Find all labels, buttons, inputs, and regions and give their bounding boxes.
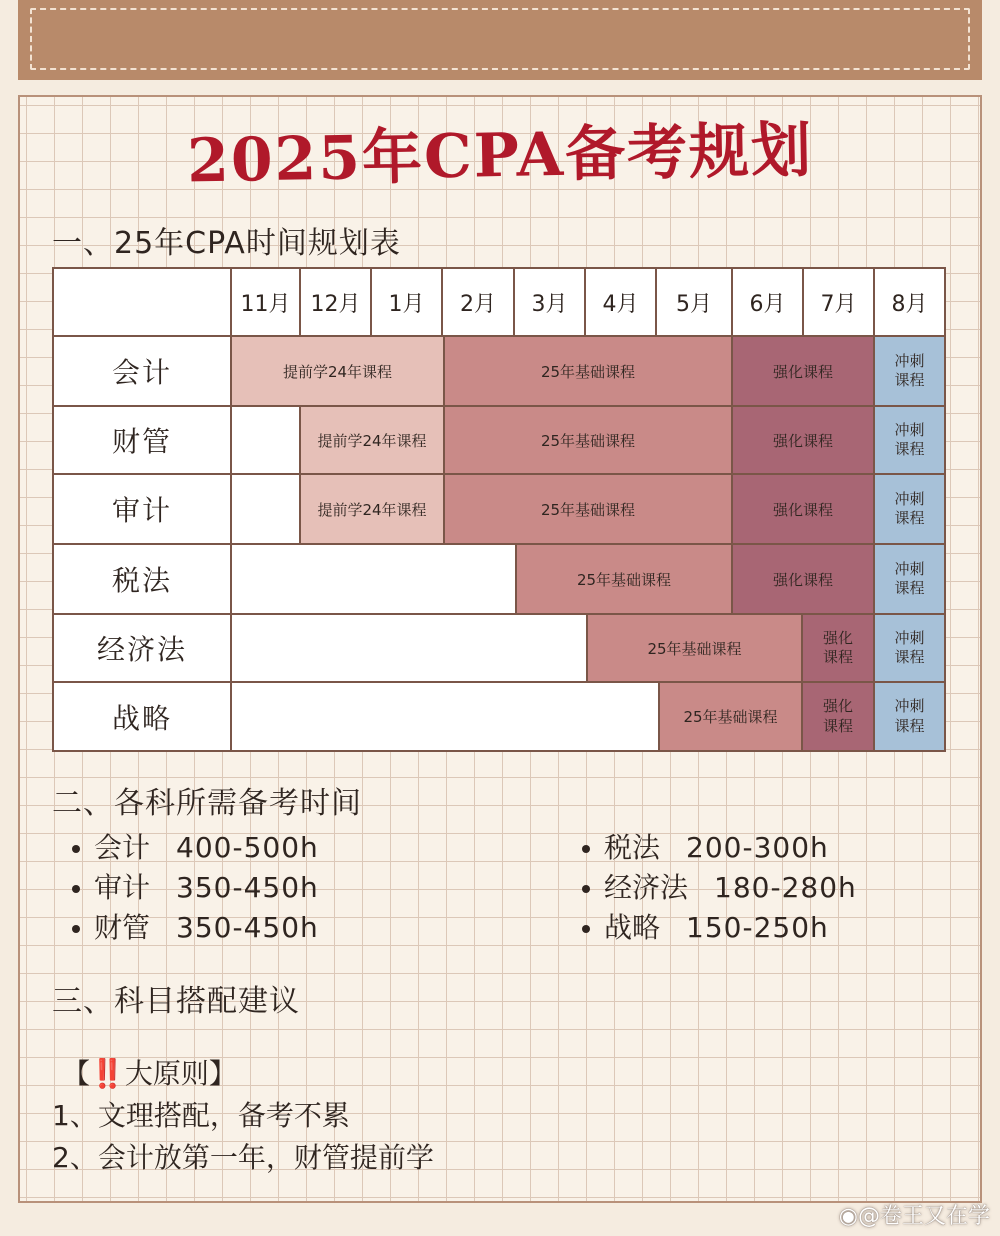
schedule-block-sprint: 冲刺 课程 (873, 543, 946, 615)
bullet-dot (582, 885, 590, 893)
month-header: 3月 (513, 267, 586, 337)
schedule-block-strong: 强化 课程 (801, 681, 875, 752)
subject-label: 战略 (52, 681, 232, 752)
schedule-block-base: 25年基础课程 (586, 613, 803, 683)
section-heading-hours: 二、各科所需备考时间 (52, 786, 362, 821)
schedule-block-sprint: 冲刺 课程 (873, 473, 946, 545)
schedule-block-empty (230, 405, 301, 475)
schedule-block-base: 25年基础课程 (658, 681, 803, 752)
schedule-block-strong: 强化课程 (731, 405, 875, 475)
schedule-block-empty (230, 681, 660, 752)
table-corner (52, 267, 232, 337)
page-title: 2025年CPA备考规划 (186, 115, 814, 197)
rule-item: 1、文理搭配，备考不累 (52, 1099, 350, 1132)
month-header: 8月 (873, 267, 946, 337)
schedule-block-empty (230, 613, 588, 683)
schedule-block-sprint: 冲刺 课程 (873, 613, 946, 683)
schedule-block-strong: 强化课程 (731, 335, 875, 407)
schedule-block-early: 提前学24年课程 (299, 405, 445, 475)
schedule-block-early: 提前学24年课程 (230, 335, 445, 407)
bullet-dot (72, 845, 80, 853)
month-header: 6月 (731, 267, 804, 337)
month-header: 12月 (299, 267, 372, 337)
hours-item: 会计 400-500h (72, 826, 319, 866)
section-heading-pairing: 三、科目搭配建议 (52, 984, 300, 1019)
hours-item: 财管 350-450h (72, 906, 319, 946)
hours-item: 战略 150-250h (582, 906, 829, 946)
section-heading-schedule: 一、25年CPA时间规划表 (52, 226, 401, 261)
bullet-dot (582, 845, 590, 853)
schedule-block-base: 25年基础课程 (443, 405, 733, 475)
subject-label: 会计 (52, 335, 232, 407)
subject-label: 经济法 (52, 613, 232, 683)
hours-item: 审计 350-450h (72, 866, 319, 906)
month-header: 4月 (584, 267, 657, 337)
schedule-block-sprint: 冲刺 课程 (873, 335, 946, 407)
month-header: 1月 (370, 267, 443, 337)
schedule-block-early: 提前学24年课程 (299, 473, 445, 545)
hours-item: 经济法 180-280h (582, 866, 857, 906)
subject-label: 财管 (52, 405, 232, 475)
principle-heading: 【‼️大原则】 (62, 1057, 237, 1090)
schedule-block-sprint: 冲刺 课程 (873, 681, 946, 752)
schedule-block-strong: 强化课程 (731, 543, 875, 615)
hours-item: 税法 200-300h (582, 826, 829, 866)
schedule-block-strong: 强化课程 (731, 473, 875, 545)
schedule-block-base: 25年基础课程 (443, 335, 733, 407)
bullet-dot (582, 925, 590, 933)
double-exclamation-icon: ‼️ (90, 1057, 125, 1090)
rule-item: 2、会计放第一年，财管提前学 (52, 1141, 434, 1174)
schedule-block-empty (230, 473, 301, 545)
month-header: 5月 (655, 267, 733, 337)
month-header: 7月 (802, 267, 875, 337)
bullet-dot (72, 925, 80, 933)
subject-label: 税法 (52, 543, 232, 615)
bullet-dot (72, 885, 80, 893)
schedule-block-base: 25年基础课程 (443, 473, 733, 545)
watermark: ◉@卷王又在学 (838, 1204, 990, 1229)
schedule-table (52, 267, 946, 752)
schedule-block-base: 25年基础课程 (515, 543, 733, 615)
month-header: 11月 (230, 267, 301, 337)
weibo-icon: ◉ (838, 1204, 858, 1229)
schedule-block-sprint: 冲刺 课程 (873, 405, 946, 475)
schedule-block-empty (230, 543, 517, 615)
schedule-block-strong: 强化 课程 (801, 613, 875, 683)
subject-label: 审计 (52, 473, 232, 545)
top-banner (18, 0, 982, 80)
month-header: 2月 (441, 267, 515, 337)
